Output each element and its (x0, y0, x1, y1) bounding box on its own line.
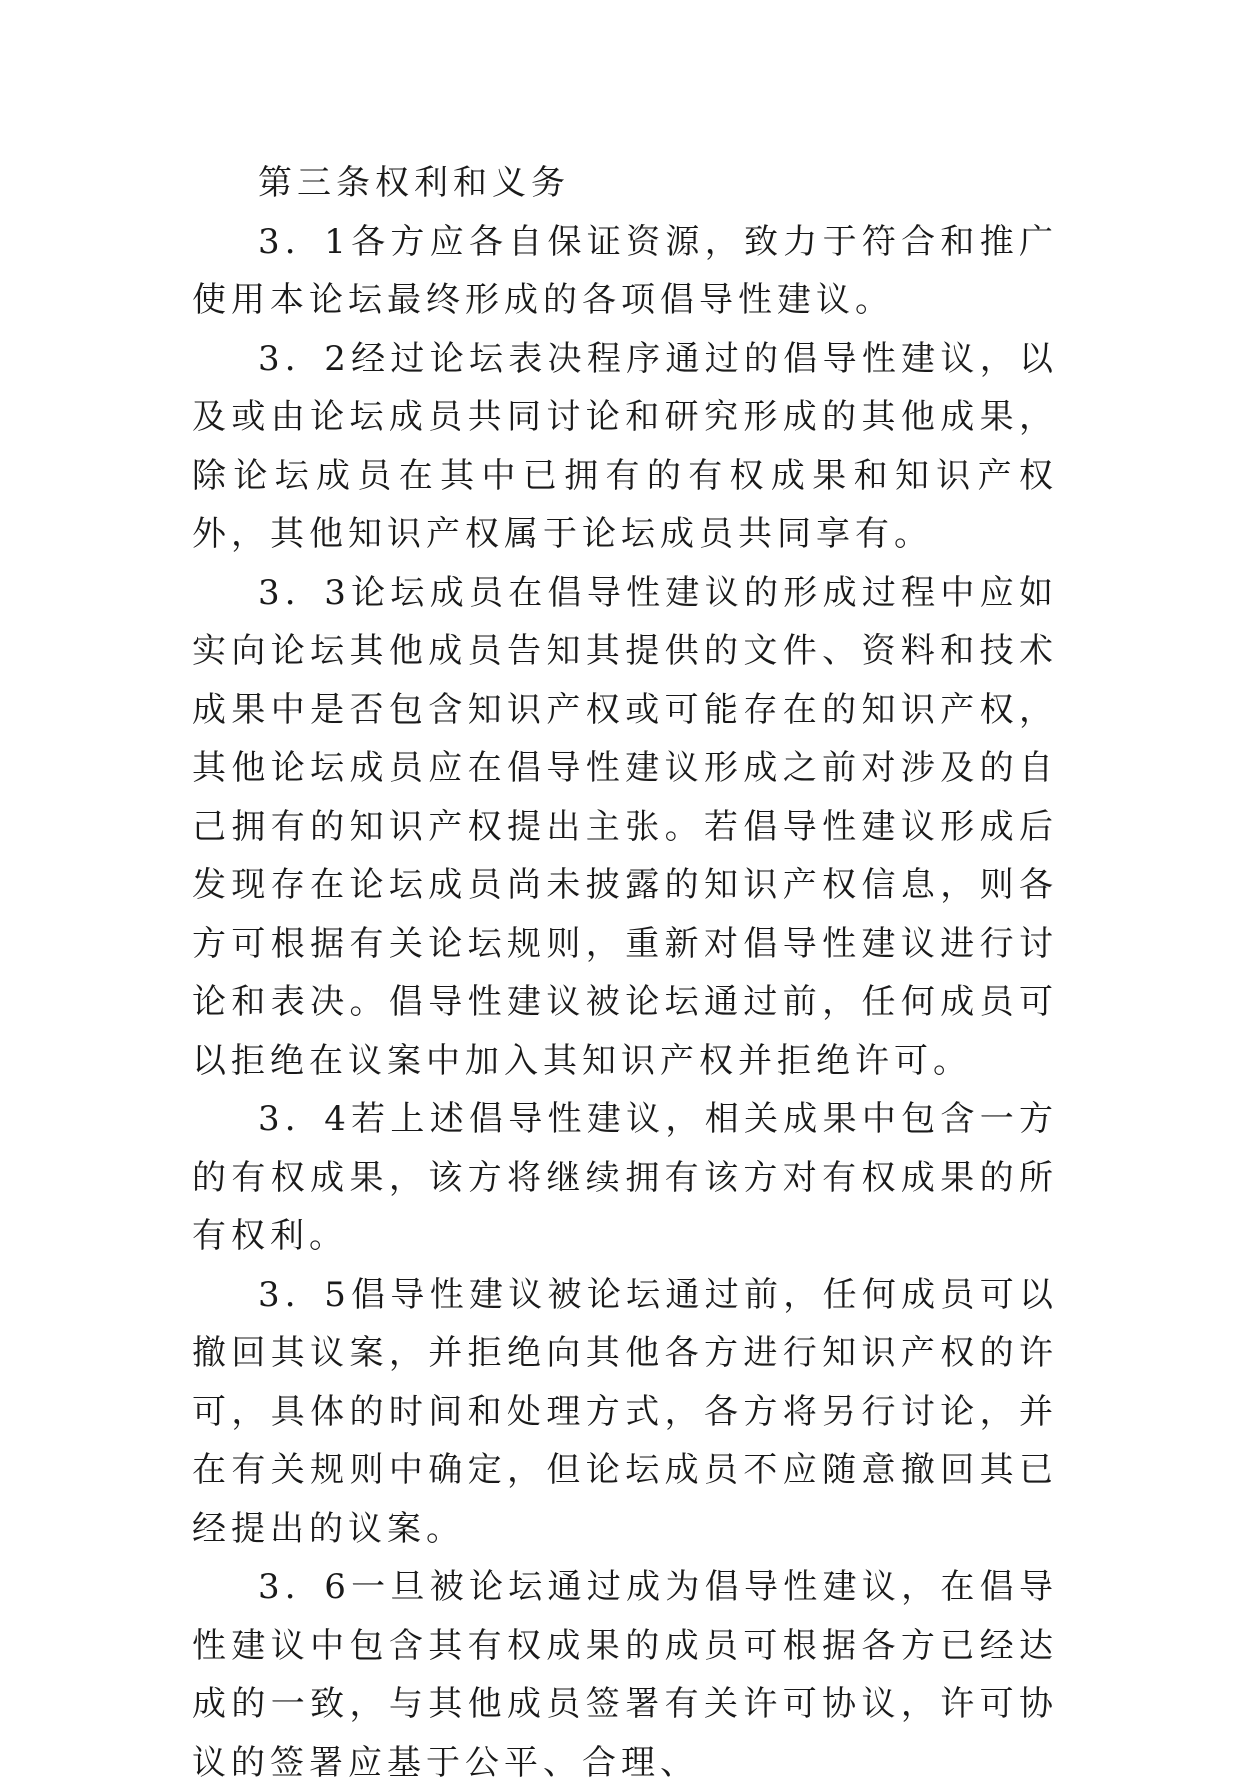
paragraph-3-4: 3．4若上述倡导性建议，相关成果中包含一方的有权成果，该方将继续拥有该方对有权成果的所有权利。 (192, 1099, 1058, 1256)
paragraph-3-5: 3．5倡导性建议被论坛通过前，任何成员可以撤回其议案，并拒绝向其他各方进行知识产权的许可，具体的时间和处理方式，各方将另行讨论，并在有关规则中确定，但论坛成员不应随意撤回其已经提出的议案。 (192, 1274, 1058, 1549)
document-body (192, 154, 1058, 1792)
section-heading: 第三条权利和义务 (258, 163, 570, 203)
paragraph-3-2: 3．2经过论坛表决程序通过的倡导性建议，以及或由论坛成员共同讨论和研究形成的其他成果，除论坛成员在其中已拥有的有权成果和知识产权外，其他知识产权属于论坛成员共同享有。 (192, 338, 1058, 554)
paragraph-3-1: 3．1各方应各自保证资源，致力于符合和推广使用本论坛最终形成的各项倡导性建议。 (192, 221, 1058, 320)
paragraph-3-6: 3．6一旦被论坛通过成为倡导性建议，在倡导性建议中包含其有权成果的成员可根据各方已经达成的一致，与其他成员签署有关许可协议，许可协议的签署应基于公平、合理、 (192, 1567, 1058, 1783)
paragraph-3-3: 3．3论坛成员在倡导性建议的形成过程中应如实向论坛其他成员告知其提供的文件、资料和技术成果中是否包含知识产权或可能存在的知识产权，其他论坛成员应在倡导性建议形成之前对涉及的自己拥有的知识产权提出主张。若倡导性建议形成后发现存在论坛成员尚未披露的知识产权信息，则各方可根据有关论坛规则，重新对倡导性建议进行讨论和表决。倡导性建议被论坛通过前，任何成员可以拒绝在议案中加入其知识产权并拒绝许可。 (192, 572, 1058, 1081)
